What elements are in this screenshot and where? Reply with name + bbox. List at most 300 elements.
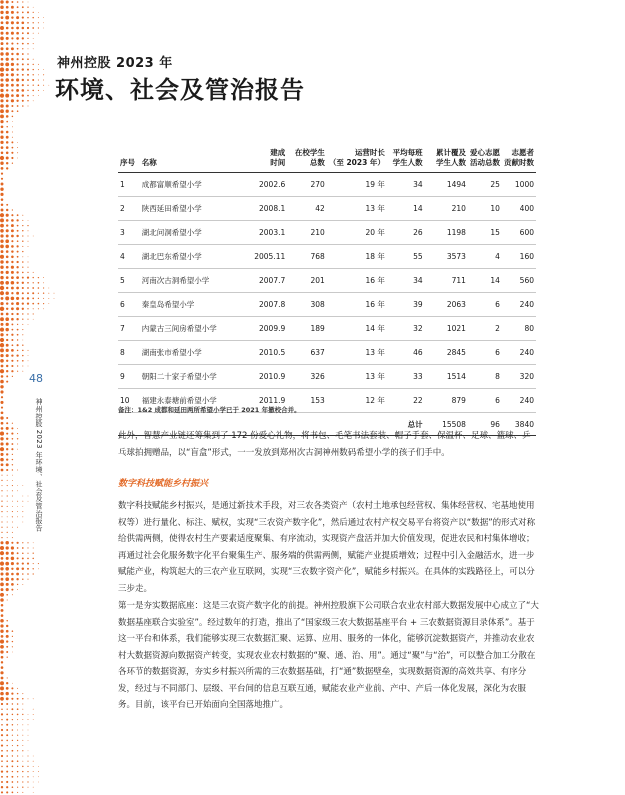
halftone-dot — [6, 771, 8, 773]
halftone-dot — [43, 85, 44, 86]
halftone-dot — [27, 267, 28, 268]
halftone-dot — [22, 324, 23, 325]
halftone-dot — [12, 646, 13, 647]
header-avg-class: 平均每班 学生人数 — [387, 148, 425, 173]
halftone-dot — [6, 229, 9, 232]
halftone-dot — [1, 490, 2, 491]
halftone-dot — [6, 344, 9, 347]
row-duration: 16 年 — [327, 269, 387, 293]
halftone-dot — [38, 298, 39, 299]
halftone-dot — [38, 74, 39, 75]
halftone-dot — [38, 27, 39, 28]
halftone-dot — [22, 94, 24, 96]
row-avg-class: 55 — [387, 245, 425, 269]
halftone-dot — [11, 557, 14, 560]
halftone-dot — [11, 370, 13, 372]
halftone-dot — [11, 568, 13, 570]
halftone-dot — [0, 193, 3, 196]
halftone-dot — [6, 646, 8, 648]
halftone-dot — [22, 287, 24, 289]
halftone-dot — [11, 433, 13, 435]
halftone-dot — [17, 557, 19, 559]
halftone-dot — [22, 272, 24, 274]
halftone-dot — [12, 652, 13, 653]
halftone-dot — [38, 282, 40, 284]
halftone-dot — [6, 255, 9, 258]
halftone-dot — [22, 730, 23, 731]
halftone-dot — [32, 27, 34, 29]
row-school-name: 陕西延田希望小学 — [140, 197, 246, 221]
halftone-dot — [12, 485, 13, 486]
halftone-dot — [0, 369, 4, 373]
halftone-dot — [27, 22, 29, 24]
halftone-dot — [11, 99, 14, 102]
halftone-dot — [32, 90, 34, 92]
halftone-dot — [5, 562, 9, 566]
halftone-dot — [28, 246, 29, 247]
halftone-dot — [6, 422, 8, 424]
halftone-dot — [17, 776, 18, 777]
halftone-dot — [22, 371, 23, 372]
halftone-dot — [27, 27, 29, 29]
halftone-dot — [27, 319, 28, 320]
halftone-dot — [6, 755, 8, 757]
halftone-dot — [6, 32, 9, 35]
halftone-dot — [16, 261, 18, 263]
halftone-dot — [6, 630, 9, 633]
halftone-dot — [6, 552, 9, 555]
halftone-dot — [1, 588, 4, 591]
halftone-dot — [11, 219, 14, 222]
halftone-dot — [22, 74, 24, 76]
halftone-dot — [6, 360, 8, 362]
halftone-dot — [6, 162, 8, 164]
halftone-dot — [11, 578, 14, 581]
halftone-dot — [6, 438, 8, 440]
halftone-dot — [11, 287, 14, 290]
halftone-dot — [16, 282, 18, 284]
header-time: 建成 时间 — [246, 148, 288, 173]
halftone-dot — [32, 74, 33, 75]
halftone-dot — [22, 709, 23, 710]
halftone-dot — [17, 760, 19, 762]
halftone-dot — [0, 354, 3, 357]
halftone-dot — [22, 552, 24, 554]
halftone-dot — [0, 359, 4, 363]
halftone-dot — [22, 105, 24, 107]
halftone-dot — [6, 750, 8, 752]
halftone-dot — [6, 339, 8, 341]
halftone-dot — [6, 594, 8, 596]
halftone-dot — [27, 573, 29, 575]
halftone-dot — [22, 48, 23, 49]
halftone-dot — [0, 416, 3, 419]
halftone-dot — [6, 375, 8, 377]
halftone-dot — [1, 209, 4, 212]
halftone-dot — [0, 338, 4, 342]
halftone-dot — [22, 366, 23, 367]
halftone-dot — [6, 73, 9, 76]
halftone-dot — [0, 11, 3, 14]
halftone-dot — [11, 250, 13, 252]
halftone-dot — [11, 152, 13, 154]
halftone-dot — [28, 735, 29, 736]
halftone-dot — [1, 661, 3, 663]
halftone-dot — [1, 125, 4, 128]
halftone-dot — [6, 84, 9, 87]
halftone-dot — [11, 245, 14, 248]
halftone-dot — [11, 562, 14, 565]
halftone-dot — [27, 272, 28, 273]
halftone-dot — [5, 577, 9, 581]
table-row — [118, 293, 536, 317]
halftone-dot — [6, 427, 9, 430]
halftone-dot — [5, 328, 8, 331]
halftone-dot — [27, 563, 29, 565]
row-avg-class: 46 — [387, 341, 425, 365]
halftone-dot — [22, 542, 23, 543]
halftone-dot — [1, 760, 3, 762]
row-duration: 16 年 — [327, 293, 387, 317]
halftone-dot — [22, 776, 23, 777]
halftone-dot — [16, 318, 18, 320]
halftone-dot — [16, 94, 19, 97]
halftone-dot — [17, 449, 18, 450]
halftone-dot — [6, 27, 9, 30]
row-hours: 80 — [502, 317, 536, 341]
halftone-dot — [12, 147, 14, 149]
halftone-dot — [27, 568, 29, 570]
halftone-dot — [5, 567, 9, 571]
halftone-dot — [43, 298, 44, 299]
halftone-dot — [22, 745, 23, 746]
halftone-dot — [0, 567, 3, 570]
halftone-dot — [1, 475, 2, 476]
halftone-dot — [11, 105, 13, 107]
halftone-dot — [22, 766, 24, 768]
halftone-dot — [32, 287, 34, 289]
halftone-dot — [11, 271, 14, 274]
halftone-dot — [0, 73, 4, 77]
row-school-name: 湖北问洞希望小学 — [140, 221, 246, 245]
halftone-dot — [7, 677, 8, 678]
halftone-dot — [11, 313, 13, 315]
halftone-dot — [43, 22, 44, 23]
row-students: 210 — [287, 221, 327, 245]
halftone-dot — [38, 95, 39, 96]
halftone-dot — [5, 317, 9, 321]
row-hours: 240 — [502, 341, 536, 365]
halftone-dot — [1, 724, 3, 726]
halftone-dot — [33, 38, 34, 39]
halftone-dot — [1, 776, 3, 778]
halftone-dot — [16, 287, 19, 290]
halftone-dot — [22, 297, 24, 299]
halftone-dot — [12, 703, 13, 704]
halftone-dot — [33, 709, 34, 710]
halftone-dot — [6, 682, 8, 684]
halftone-dot — [33, 787, 34, 788]
halftone-dot — [7, 709, 8, 710]
halftone-dot — [33, 714, 34, 715]
halftone-dot — [27, 297, 29, 299]
halftone-dot — [33, 756, 34, 757]
halftone-dot — [0, 343, 4, 347]
row-students: 42 — [287, 197, 327, 221]
halftone-dot — [17, 527, 18, 528]
halftone-dot — [17, 547, 19, 549]
halftone-dot — [17, 230, 19, 232]
halftone-dot — [11, 318, 14, 321]
total-activities: 96 — [468, 413, 502, 436]
halftone-dot — [27, 308, 28, 309]
halftone-dot — [22, 1, 23, 2]
row-duration: 13 年 — [327, 197, 387, 221]
table-row — [118, 245, 536, 269]
halftone-dot — [0, 240, 3, 243]
halftone-dot — [2, 516, 3, 517]
halftone-dot — [0, 255, 4, 259]
halftone-dot — [22, 693, 23, 694]
halftone-dot — [0, 136, 3, 139]
halftone-dot — [6, 131, 9, 134]
halftone-dot — [0, 37, 4, 41]
halftone-dot — [17, 485, 18, 486]
halftone-dot — [28, 740, 29, 741]
halftone-dot — [1, 411, 4, 414]
halftone-dot — [11, 43, 13, 45]
halftone-dot — [11, 360, 13, 362]
halftone-dot — [6, 734, 8, 736]
halftone-dot — [54, 293, 55, 294]
header-name: 名称 — [140, 148, 246, 173]
halftone-dot — [16, 63, 18, 65]
halftone-dot — [48, 298, 49, 299]
halftone-dot — [22, 53, 24, 55]
halftone-dot — [11, 276, 14, 279]
halftone-dot — [11, 256, 14, 259]
halftone-dot — [43, 28, 44, 29]
halftone-dot — [6, 640, 8, 642]
paragraph-gifts: 此外，智慧产业链还筹集到了 172 份爱心礼物，将书包、毛笔书法套装、帽子手套、保温杯、足球、篮球、乒乓球拍拥赠品，以“盲盒”形式，一一发放到郑州次古洞神州数码希望小学的孩子们手中。 — [118, 431, 531, 458]
halftone-dot — [17, 792, 18, 793]
row-hours: 320 — [502, 365, 536, 389]
halftone-dot — [1, 365, 4, 368]
halftone-dot — [5, 281, 9, 285]
halftone-dot — [0, 52, 3, 55]
halftone-dot — [12, 527, 13, 528]
halftone-dot — [0, 120, 3, 123]
halftone-dot — [1, 16, 4, 19]
halftone-dot — [0, 692, 4, 696]
halftone-dot — [1, 58, 4, 61]
halftone-dot — [22, 68, 24, 70]
halftone-dot — [22, 761, 23, 762]
halftone-dot — [32, 17, 34, 19]
halftone-dot — [12, 121, 13, 122]
halftone-dot — [5, 291, 8, 294]
halftone-dot — [17, 105, 19, 107]
halftone-dot — [22, 63, 24, 65]
row-hours: 160 — [502, 245, 536, 269]
halftone-dot — [0, 562, 4, 566]
halftone-dot — [27, 579, 28, 580]
halftone-dot — [0, 432, 4, 436]
halftone-dot — [22, 787, 23, 788]
halftone-dot — [0, 541, 3, 544]
row-built-time: 2007.8 — [246, 293, 288, 317]
halftone-dot — [17, 152, 18, 153]
halftone-dot — [11, 89, 13, 91]
halftone-dot — [12, 495, 13, 496]
halftone-dot — [22, 698, 23, 699]
halftone-dot — [11, 334, 13, 336]
halftone-dot — [17, 225, 19, 227]
halftone-dot — [17, 714, 19, 716]
table-header-row — [118, 148, 536, 173]
halftone-dot — [11, 214, 13, 216]
halftone-dot — [11, 11, 14, 14]
halftone-dot — [17, 350, 19, 352]
halftone-dot — [6, 786, 8, 788]
halftone-dot — [43, 277, 44, 278]
halftone-dot — [33, 7, 34, 8]
halftone-dot — [17, 490, 18, 491]
halftone-dot — [11, 79, 14, 82]
row-activities: 25 — [468, 173, 502, 197]
halftone-dot — [22, 344, 23, 345]
halftone-dot — [17, 787, 18, 788]
halftone-dot — [6, 620, 7, 621]
halftone-dot — [1, 755, 3, 757]
halftone-dot — [17, 781, 18, 782]
halftone-dot — [1, 786, 3, 788]
table-note: 备注：1&2 成都和延田两所希望小学已于 2021 年撤校合并。 — [118, 406, 301, 414]
halftone-dot — [27, 292, 29, 294]
row-built-time: 2007.7 — [246, 269, 288, 293]
halftone-dot — [0, 447, 4, 451]
halftone-dot — [17, 43, 19, 45]
halftone-dot — [11, 63, 14, 66]
halftone-dot — [17, 719, 18, 720]
halftone-dot — [0, 156, 4, 160]
halftone-dot — [27, 90, 28, 91]
halftone-dot — [48, 288, 49, 289]
total-benefit: 15508 — [425, 413, 468, 436]
halftone-dot — [22, 557, 24, 559]
halftone-dot — [17, 745, 18, 746]
halftone-dot — [0, 245, 4, 249]
row-school-name: 朝阳二十家子希望小学 — [140, 365, 246, 389]
halftone-dot — [1, 250, 4, 253]
halftone-dot — [11, 21, 14, 24]
row-school-name: 湖南张市希望小学 — [140, 341, 246, 365]
halftone-dot — [33, 542, 34, 543]
row-avg-class: 32 — [387, 317, 425, 341]
halftone-dot — [1, 745, 3, 747]
halftone-dot — [6, 703, 8, 705]
row-hours: 560 — [502, 269, 536, 293]
halftone-dot — [0, 161, 3, 164]
sidebar-report-name: 神州控股 2023 年环境、社会及管治报告 — [35, 398, 43, 532]
halftone-dot — [38, 563, 39, 564]
row-school-name: 河南次古洞希望小学 — [140, 269, 246, 293]
halftone-dot — [22, 496, 23, 497]
halftone-dot — [6, 458, 8, 460]
halftone-dot — [38, 79, 39, 80]
row-duration: 13 年 — [327, 341, 387, 365]
halftone-dot — [6, 0, 9, 3]
halftone-dot — [22, 584, 23, 585]
halftone-dot — [28, 366, 29, 367]
halftone-dot — [28, 750, 29, 751]
halftone-dot — [1, 532, 2, 533]
halftone-dot — [12, 683, 13, 684]
halftone-dot — [28, 714, 29, 715]
halftone-dot — [11, 84, 14, 87]
halftone-dot — [6, 115, 9, 118]
halftone-dot — [16, 84, 19, 87]
halftone-dot — [17, 48, 19, 50]
halftone-dot — [17, 470, 18, 471]
halftone-dot — [1, 178, 3, 180]
halftone-dot — [22, 79, 24, 81]
halftone-dot — [22, 522, 23, 523]
halftone-dot — [33, 59, 34, 60]
halftone-dot — [6, 209, 8, 211]
halftone-dot — [0, 333, 3, 336]
halftone-dot — [0, 307, 4, 311]
table-row — [118, 317, 536, 341]
halftone-dot — [38, 17, 39, 18]
halftone-dot — [7, 511, 8, 512]
halftone-dot — [17, 142, 18, 143]
halftone-dot — [38, 568, 39, 569]
halftone-dot — [0, 546, 4, 550]
halftone-dot — [17, 147, 18, 148]
halftone-dot — [6, 740, 8, 742]
halftone-dot — [28, 324, 29, 325]
halftone-dot — [0, 26, 4, 30]
halftone-dot — [11, 240, 13, 242]
row-school-name: 湖北巴东希望小学 — [140, 245, 246, 269]
halftone-dot — [6, 37, 9, 40]
halftone-dot — [1, 396, 3, 398]
row-hours: 240 — [502, 293, 536, 317]
row-school-name: 成都富顺希望小学 — [140, 173, 246, 197]
halftone-dot — [43, 17, 44, 18]
halftone-dot — [6, 146, 9, 149]
halftone-dot — [27, 53, 28, 54]
halftone-dot — [0, 224, 4, 228]
halftone-dot — [27, 287, 29, 289]
halftone-dot — [22, 485, 23, 486]
halftone-dot — [22, 756, 23, 757]
halftone-dot — [22, 578, 23, 579]
halftone-dot — [33, 43, 34, 44]
halftone-dot — [12, 594, 13, 595]
halftone-dot — [12, 740, 13, 741]
halftone-dot — [17, 371, 18, 372]
halftone-dot — [12, 459, 13, 460]
halftone-dot — [17, 506, 18, 507]
halftone-dot — [16, 542, 18, 544]
halftone-dot — [28, 501, 29, 502]
halftone-dot — [6, 697, 9, 700]
row-duration: 20 年 — [327, 221, 387, 245]
halftone-dot — [22, 215, 23, 216]
halftone-dot — [0, 281, 4, 285]
